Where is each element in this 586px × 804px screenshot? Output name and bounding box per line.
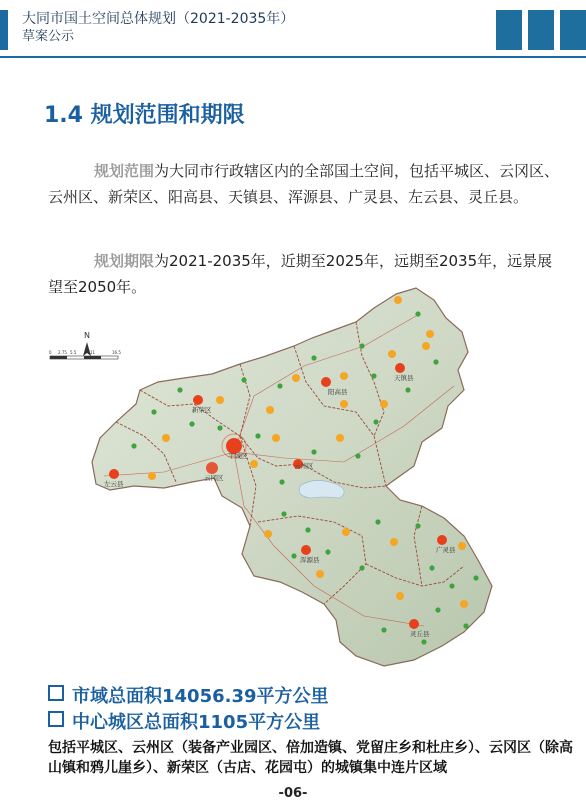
scale-label: 0 bbox=[49, 350, 52, 355]
city-marker bbox=[437, 535, 447, 545]
city-marker bbox=[321, 377, 331, 387]
town-marker bbox=[460, 600, 468, 608]
city-marker bbox=[409, 619, 419, 629]
village-marker bbox=[371, 373, 376, 378]
town-marker bbox=[264, 530, 272, 538]
label-yunzhou: 云州区 bbox=[294, 462, 314, 470]
label-guangling: 广灵县 bbox=[436, 546, 456, 554]
city-marker bbox=[193, 395, 203, 405]
header-stripes bbox=[490, 10, 586, 50]
village-marker bbox=[359, 343, 364, 348]
header-stripe bbox=[496, 10, 522, 50]
town-marker bbox=[380, 400, 388, 408]
village-marker bbox=[435, 607, 440, 612]
fact-city-area-text: 市域总面积14056.39平方公里 bbox=[72, 686, 329, 707]
village-marker bbox=[359, 565, 364, 570]
town-marker bbox=[266, 406, 274, 414]
town-marker bbox=[394, 296, 402, 304]
village-marker bbox=[311, 355, 316, 360]
village-marker bbox=[291, 553, 296, 558]
village-marker bbox=[355, 453, 360, 458]
scale-label: 16.5 bbox=[112, 350, 121, 355]
checkbox-icon bbox=[48, 711, 64, 727]
scope-text: 为大同市行政辖区内的全部国土空间，包括平城区、云冈区、云州区、新荣区、阳高县、天镇县、浑源县、广灵县、左云县、灵丘县。 bbox=[48, 162, 560, 206]
village-marker bbox=[281, 511, 286, 516]
village-marker bbox=[473, 575, 478, 580]
header-stripe bbox=[528, 10, 554, 50]
town-marker bbox=[458, 542, 466, 550]
city-marker bbox=[395, 363, 405, 373]
town-marker bbox=[216, 396, 224, 404]
town-marker bbox=[426, 330, 434, 338]
scope-keyword: 规划范围 bbox=[94, 162, 155, 180]
village-marker bbox=[375, 519, 380, 524]
page-number: -06- bbox=[278, 786, 308, 801]
label-yungang: 云冈区 bbox=[204, 474, 224, 482]
village-marker bbox=[311, 449, 316, 454]
label-tianzhen: 天镇县 bbox=[394, 374, 414, 382]
village-marker bbox=[277, 383, 282, 388]
village-marker bbox=[405, 387, 410, 392]
village-marker bbox=[189, 421, 194, 426]
town-marker bbox=[422, 342, 430, 350]
town-marker bbox=[148, 472, 156, 480]
village-marker bbox=[373, 419, 378, 424]
town-marker bbox=[336, 434, 344, 442]
village-marker bbox=[177, 387, 182, 392]
header-title-box bbox=[22, 10, 294, 46]
city-marker bbox=[301, 545, 311, 555]
period-text: 为2021-2035年，近期至2025年，远期至2035年，远景展望至2050年。 bbox=[48, 252, 553, 296]
header-title-line1: 大同市国土空间总体规划（2021-2035年） bbox=[22, 11, 295, 27]
label-hunyuan: 浑源县 bbox=[300, 556, 320, 564]
city-marker bbox=[109, 469, 119, 479]
label-lingqiu: 灵丘县 bbox=[410, 630, 430, 638]
page-header bbox=[0, 0, 586, 62]
checkbox-icon bbox=[48, 685, 64, 701]
fact-center-area-text: 中心城区总面积1105平方公里 bbox=[72, 712, 321, 733]
label-yanggao: 阳高县 bbox=[328, 388, 348, 396]
village-marker bbox=[151, 409, 156, 414]
header-divider bbox=[0, 56, 586, 58]
village-marker bbox=[241, 377, 246, 382]
village-marker bbox=[279, 479, 284, 484]
scale-label: 11 bbox=[90, 350, 96, 355]
city-marker bbox=[206, 462, 218, 474]
town-marker bbox=[316, 570, 324, 578]
fact-city-area bbox=[48, 684, 578, 710]
label-xinrong: 新荣区 bbox=[192, 406, 212, 414]
label-zuoyun: 左云县 bbox=[104, 480, 124, 488]
label-pingcheng: 平城区 bbox=[228, 452, 248, 460]
town-marker bbox=[272, 434, 280, 442]
header-title-line2: 草案公示 bbox=[22, 29, 75, 44]
village-marker bbox=[305, 527, 310, 532]
header-accent-bar bbox=[0, 10, 8, 50]
scale-bar-segment bbox=[84, 356, 101, 359]
village-marker bbox=[325, 549, 330, 554]
north-label: N bbox=[84, 331, 90, 340]
village-marker bbox=[381, 627, 386, 632]
village-marker bbox=[131, 443, 136, 448]
center-area-description: 包括平城区、云州区（装备产业园区、倍加造镇、党留庄乡和杜庄乡）、云冈区（除高山镇和鸦儿崖乡）、新荣区（古店、花园屯）的城镇集中连片区域 bbox=[48, 740, 573, 776]
town-marker bbox=[396, 592, 404, 600]
village-marker bbox=[429, 565, 434, 570]
town-marker bbox=[342, 528, 350, 536]
town-marker bbox=[390, 538, 398, 546]
town-marker bbox=[162, 434, 170, 442]
village-marker bbox=[449, 583, 454, 588]
town-marker bbox=[292, 374, 300, 382]
fact-center-area bbox=[48, 710, 578, 736]
scale-bar-segment bbox=[50, 356, 67, 359]
town-marker bbox=[388, 350, 396, 358]
town-marker bbox=[340, 400, 348, 408]
town-marker bbox=[340, 372, 348, 380]
map-svg bbox=[44, 286, 554, 682]
village-marker bbox=[415, 311, 420, 316]
village-marker bbox=[433, 359, 438, 364]
village-marker bbox=[217, 425, 222, 430]
village-marker bbox=[255, 433, 260, 438]
village-marker bbox=[463, 623, 468, 628]
scale-label: 5.5 bbox=[70, 350, 77, 355]
city-map bbox=[44, 286, 554, 682]
scope-paragraph bbox=[48, 158, 560, 210]
village-marker bbox=[421, 639, 426, 644]
period-keyword: 规划期限 bbox=[94, 252, 155, 270]
key-facts bbox=[48, 684, 578, 736]
village-marker bbox=[415, 523, 420, 528]
town-marker bbox=[250, 460, 258, 468]
scale-label: 2.75 bbox=[58, 350, 67, 355]
header-stripe bbox=[560, 10, 586, 50]
section-title: 1.4 规划范围和期限 bbox=[44, 103, 245, 128]
